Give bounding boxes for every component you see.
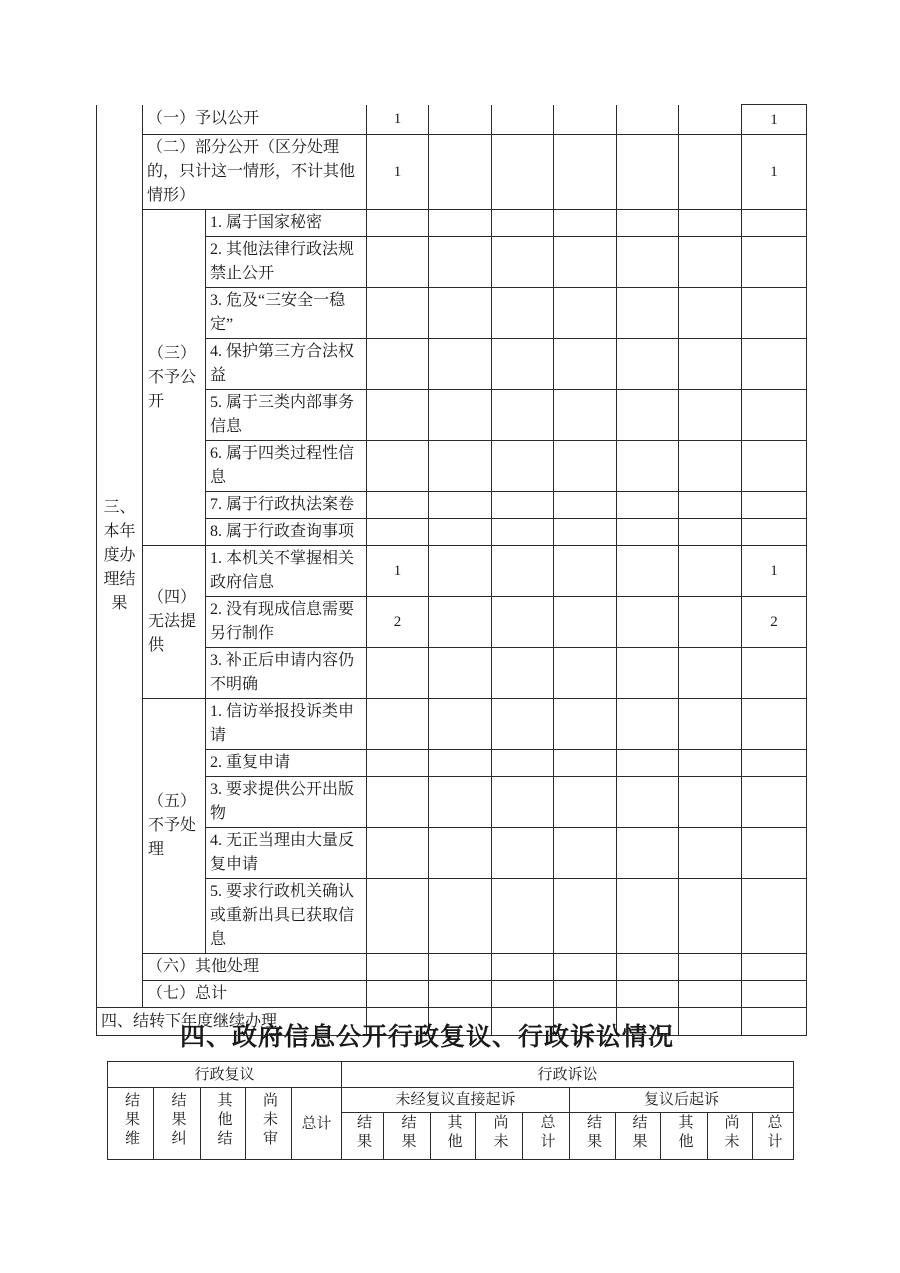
- data-cell: [492, 954, 554, 981]
- data-cell: [429, 750, 492, 777]
- data-cell: [429, 237, 492, 288]
- row-label: 3. 补正后申请内容仍不明确: [206, 648, 367, 699]
- data-cell: [742, 390, 807, 441]
- data-cell: [679, 210, 742, 237]
- column-header-cell: [342, 1113, 384, 1160]
- data-cell: [367, 519, 429, 546]
- data-cell: [617, 981, 679, 1008]
- section4-heading: 四、政府信息公开行政复议、行政诉讼情况: [180, 1023, 675, 1051]
- table-row: [97, 105, 807, 135]
- row-label: （一）予以公开: [143, 105, 367, 135]
- data-cell: [554, 339, 617, 390]
- annual-handling-results-table: [96, 104, 807, 1036]
- data-cell: [429, 879, 492, 954]
- value-cell: 1: [742, 105, 807, 135]
- data-cell: [554, 981, 617, 1008]
- data-cell: [492, 981, 554, 1008]
- data-cell: [367, 237, 429, 288]
- row-label: 8. 属于行政查询事项: [206, 519, 367, 546]
- value-cell: 2: [367, 597, 429, 648]
- data-cell: [617, 390, 679, 441]
- row-label: 4. 无正当理由大量反复申请: [206, 828, 367, 879]
- data-cell: [367, 492, 429, 519]
- data-cell: [617, 879, 679, 954]
- data-cell: [554, 135, 617, 210]
- data-cell: [492, 339, 554, 390]
- data-cell: [617, 750, 679, 777]
- data-cell: [742, 879, 807, 954]
- data-cell: [492, 237, 554, 288]
- data-cell: [617, 519, 679, 546]
- data-cell: [617, 492, 679, 519]
- data-cell: [367, 288, 429, 339]
- column-header-cell: [661, 1113, 708, 1160]
- data-cell: [492, 699, 554, 750]
- data-cell: [742, 441, 807, 492]
- data-cell: [429, 597, 492, 648]
- column-header-text: 尚未审: [261, 1092, 277, 1149]
- data-cell: [742, 699, 807, 750]
- data-cell: [492, 441, 554, 492]
- data-cell: [554, 954, 617, 981]
- data-cell: [617, 648, 679, 699]
- column-header-cell: [246, 1088, 292, 1160]
- row-label: （二）部分公开（区分处理的，只计这一情形，不计其他情形）: [143, 135, 367, 210]
- column-header-text: 尚未: [722, 1114, 739, 1152]
- data-cell: [554, 777, 617, 828]
- data-cell: [617, 105, 679, 135]
- data-cell: [367, 648, 429, 699]
- data-cell: [492, 288, 554, 339]
- data-cell: [554, 828, 617, 879]
- data-cell: [742, 981, 807, 1008]
- group-label: （五）不予处理: [143, 699, 206, 954]
- litigation-section-header: 行政诉讼: [342, 1062, 794, 1088]
- data-cell: [492, 597, 554, 648]
- data-cell: [492, 750, 554, 777]
- table-row: [108, 1062, 794, 1088]
- data-cell: [742, 954, 807, 981]
- column-header-cell: [616, 1113, 661, 1160]
- data-cell: [679, 1008, 742, 1036]
- data-cell: [492, 879, 554, 954]
- row-label: 4. 保护第三方合法权益: [206, 339, 367, 390]
- data-cell: [742, 1008, 807, 1036]
- column-header-cell: [570, 1113, 616, 1160]
- data-cell: [742, 492, 807, 519]
- data-cell: [742, 777, 807, 828]
- data-cell: [492, 648, 554, 699]
- column-header-text: 结果: [399, 1114, 416, 1152]
- column-header-cell: 总计: [292, 1088, 342, 1160]
- row-label: （七）总计: [143, 981, 367, 1008]
- data-cell: [429, 288, 492, 339]
- data-cell: [429, 441, 492, 492]
- data-cell: [742, 648, 807, 699]
- data-cell: [429, 492, 492, 519]
- data-cell: [492, 135, 554, 210]
- data-cell: [492, 777, 554, 828]
- data-cell: [367, 210, 429, 237]
- column-header-text: 结果: [630, 1114, 647, 1152]
- data-cell: [367, 441, 429, 492]
- data-cell: [492, 210, 554, 237]
- data-cell: [679, 237, 742, 288]
- data-cell: [617, 699, 679, 750]
- data-cell: [554, 288, 617, 339]
- row-label: 2. 其他法律行政法规禁止公开: [206, 237, 367, 288]
- data-cell: [492, 546, 554, 597]
- data-cell: [742, 339, 807, 390]
- row-label: 1. 属于国家秘密: [206, 210, 367, 237]
- row-label: 3. 要求提供公开出版物: [206, 777, 367, 828]
- data-cell: [617, 777, 679, 828]
- data-cell: [679, 648, 742, 699]
- column-header-cell: [476, 1113, 523, 1160]
- row-label: 6. 属于四类过程性信息: [206, 441, 367, 492]
- data-cell: [492, 390, 554, 441]
- data-cell: [554, 441, 617, 492]
- column-header-text: 其他结: [215, 1092, 232, 1149]
- data-cell: [492, 828, 554, 879]
- data-cell: [429, 648, 492, 699]
- table-row: [97, 210, 807, 237]
- data-cell: [554, 492, 617, 519]
- data-cell: [367, 777, 429, 828]
- data-cell: [617, 546, 679, 597]
- data-cell: [367, 699, 429, 750]
- data-cell: [554, 105, 617, 135]
- column-header-cell: [384, 1113, 431, 1160]
- table-row: [97, 981, 807, 1008]
- data-cell: [554, 519, 617, 546]
- column-header-cell: [154, 1088, 201, 1160]
- group-label: （三）不予公开: [143, 210, 206, 546]
- table-row: [97, 546, 807, 597]
- table-row: [97, 135, 807, 210]
- data-cell: [679, 288, 742, 339]
- data-cell: [742, 750, 807, 777]
- data-cell: [742, 828, 807, 879]
- data-cell: [679, 954, 742, 981]
- row-label: 7. 属于行政执法案卷: [206, 492, 367, 519]
- group-label: （四）无法提供: [143, 546, 206, 699]
- column-header-text: 总计: [538, 1114, 555, 1152]
- value-cell: 1: [367, 105, 429, 135]
- column-header-text: 尚未: [491, 1114, 508, 1152]
- data-cell: [679, 390, 742, 441]
- column-header-cell: [431, 1113, 476, 1160]
- column-header-text: 总计: [765, 1114, 782, 1152]
- data-cell: [742, 210, 807, 237]
- data-cell: [679, 699, 742, 750]
- data-cell: [429, 210, 492, 237]
- data-cell: [367, 750, 429, 777]
- table-row: [97, 954, 807, 981]
- table-row: [108, 1088, 794, 1113]
- column-header-text: 其他: [445, 1114, 462, 1152]
- data-cell: [429, 135, 492, 210]
- column-header-text: 结果: [355, 1114, 371, 1152]
- carryover-row-label: 四、结转下年度继续办理: [97, 1008, 367, 1036]
- column-header-text: 结果: [585, 1114, 601, 1152]
- after-review-suit-header: 复议后起诉: [570, 1088, 794, 1113]
- data-cell: [679, 777, 742, 828]
- table-row: [97, 699, 807, 750]
- data-cell: [367, 981, 429, 1008]
- row-label: 3. 危及“三安全一稳定”: [206, 288, 367, 339]
- data-cell: [617, 597, 679, 648]
- row-label: 2. 没有现成信息需要另行制作: [206, 597, 367, 648]
- data-cell: [554, 648, 617, 699]
- data-cell: [679, 597, 742, 648]
- row-label: 2. 重复申请: [206, 750, 367, 777]
- data-cell: [617, 828, 679, 879]
- value-cell: 1: [742, 135, 807, 210]
- data-cell: [429, 519, 492, 546]
- row-label: 5. 要求行政机关确认或重新出具已获取信息: [206, 879, 367, 954]
- data-cell: [554, 699, 617, 750]
- data-cell: [367, 828, 429, 879]
- data-cell: [554, 597, 617, 648]
- data-cell: [679, 492, 742, 519]
- data-cell: [554, 750, 617, 777]
- data-cell: [554, 546, 617, 597]
- data-cell: [492, 492, 554, 519]
- row-label: （六）其他处理: [143, 954, 367, 981]
- data-cell: [679, 981, 742, 1008]
- data-cell: [679, 828, 742, 879]
- row-label: 5. 属于三类内部事务信息: [206, 390, 367, 441]
- data-cell: [617, 339, 679, 390]
- data-cell: [492, 519, 554, 546]
- data-cell: [679, 519, 742, 546]
- row-label: 1. 信访举报投诉类申请: [206, 699, 367, 750]
- data-cell: [429, 339, 492, 390]
- column-header-cell: [523, 1113, 570, 1160]
- data-cell: [679, 879, 742, 954]
- data-cell: [492, 105, 554, 135]
- data-cell: [429, 390, 492, 441]
- data-cell: [429, 699, 492, 750]
- data-cell: [554, 879, 617, 954]
- row-label: 1. 本机关不掌握相关政府信息: [206, 546, 367, 597]
- data-cell: [679, 105, 742, 135]
- column-header-cell: [108, 1088, 154, 1160]
- column-header-cell: [201, 1088, 246, 1160]
- data-cell: [367, 390, 429, 441]
- data-cell: [617, 210, 679, 237]
- data-cell: [742, 519, 807, 546]
- data-cell: [367, 339, 429, 390]
- data-cell: [679, 546, 742, 597]
- value-cell: 2: [742, 597, 807, 648]
- data-cell: [554, 237, 617, 288]
- value-cell: 1: [367, 546, 429, 597]
- data-cell: [617, 237, 679, 288]
- data-cell: [617, 441, 679, 492]
- data-cell: [679, 339, 742, 390]
- data-cell: [429, 546, 492, 597]
- column-header-cell: [708, 1113, 753, 1160]
- column-header-cell: [753, 1113, 794, 1160]
- review-litigation-table: [107, 1061, 794, 1160]
- data-cell: [679, 441, 742, 492]
- direct-suit-header: 未经复议直接起诉: [342, 1088, 570, 1113]
- value-cell: 1: [742, 546, 807, 597]
- data-cell: [367, 954, 429, 981]
- data-cell: [679, 750, 742, 777]
- data-cell: [617, 954, 679, 981]
- data-cell: [429, 105, 492, 135]
- column-header-text: 其他: [676, 1114, 693, 1152]
- data-cell: [554, 390, 617, 441]
- data-cell: [429, 777, 492, 828]
- section-side-label: 三、本年度办理结果: [97, 105, 143, 1008]
- column-header-text: 结果纠: [169, 1092, 186, 1149]
- data-cell: [742, 288, 807, 339]
- data-cell: [617, 288, 679, 339]
- data-cell: [367, 879, 429, 954]
- data-cell: [429, 954, 492, 981]
- data-cell: [679, 135, 742, 210]
- review-section-header: 行政复议: [108, 1062, 342, 1088]
- value-cell: 1: [367, 135, 429, 210]
- column-header-text: 结果维: [123, 1092, 139, 1149]
- data-cell: [554, 210, 617, 237]
- data-cell: [429, 981, 492, 1008]
- data-cell: [429, 828, 492, 879]
- data-cell: [617, 135, 679, 210]
- data-cell: [742, 237, 807, 288]
